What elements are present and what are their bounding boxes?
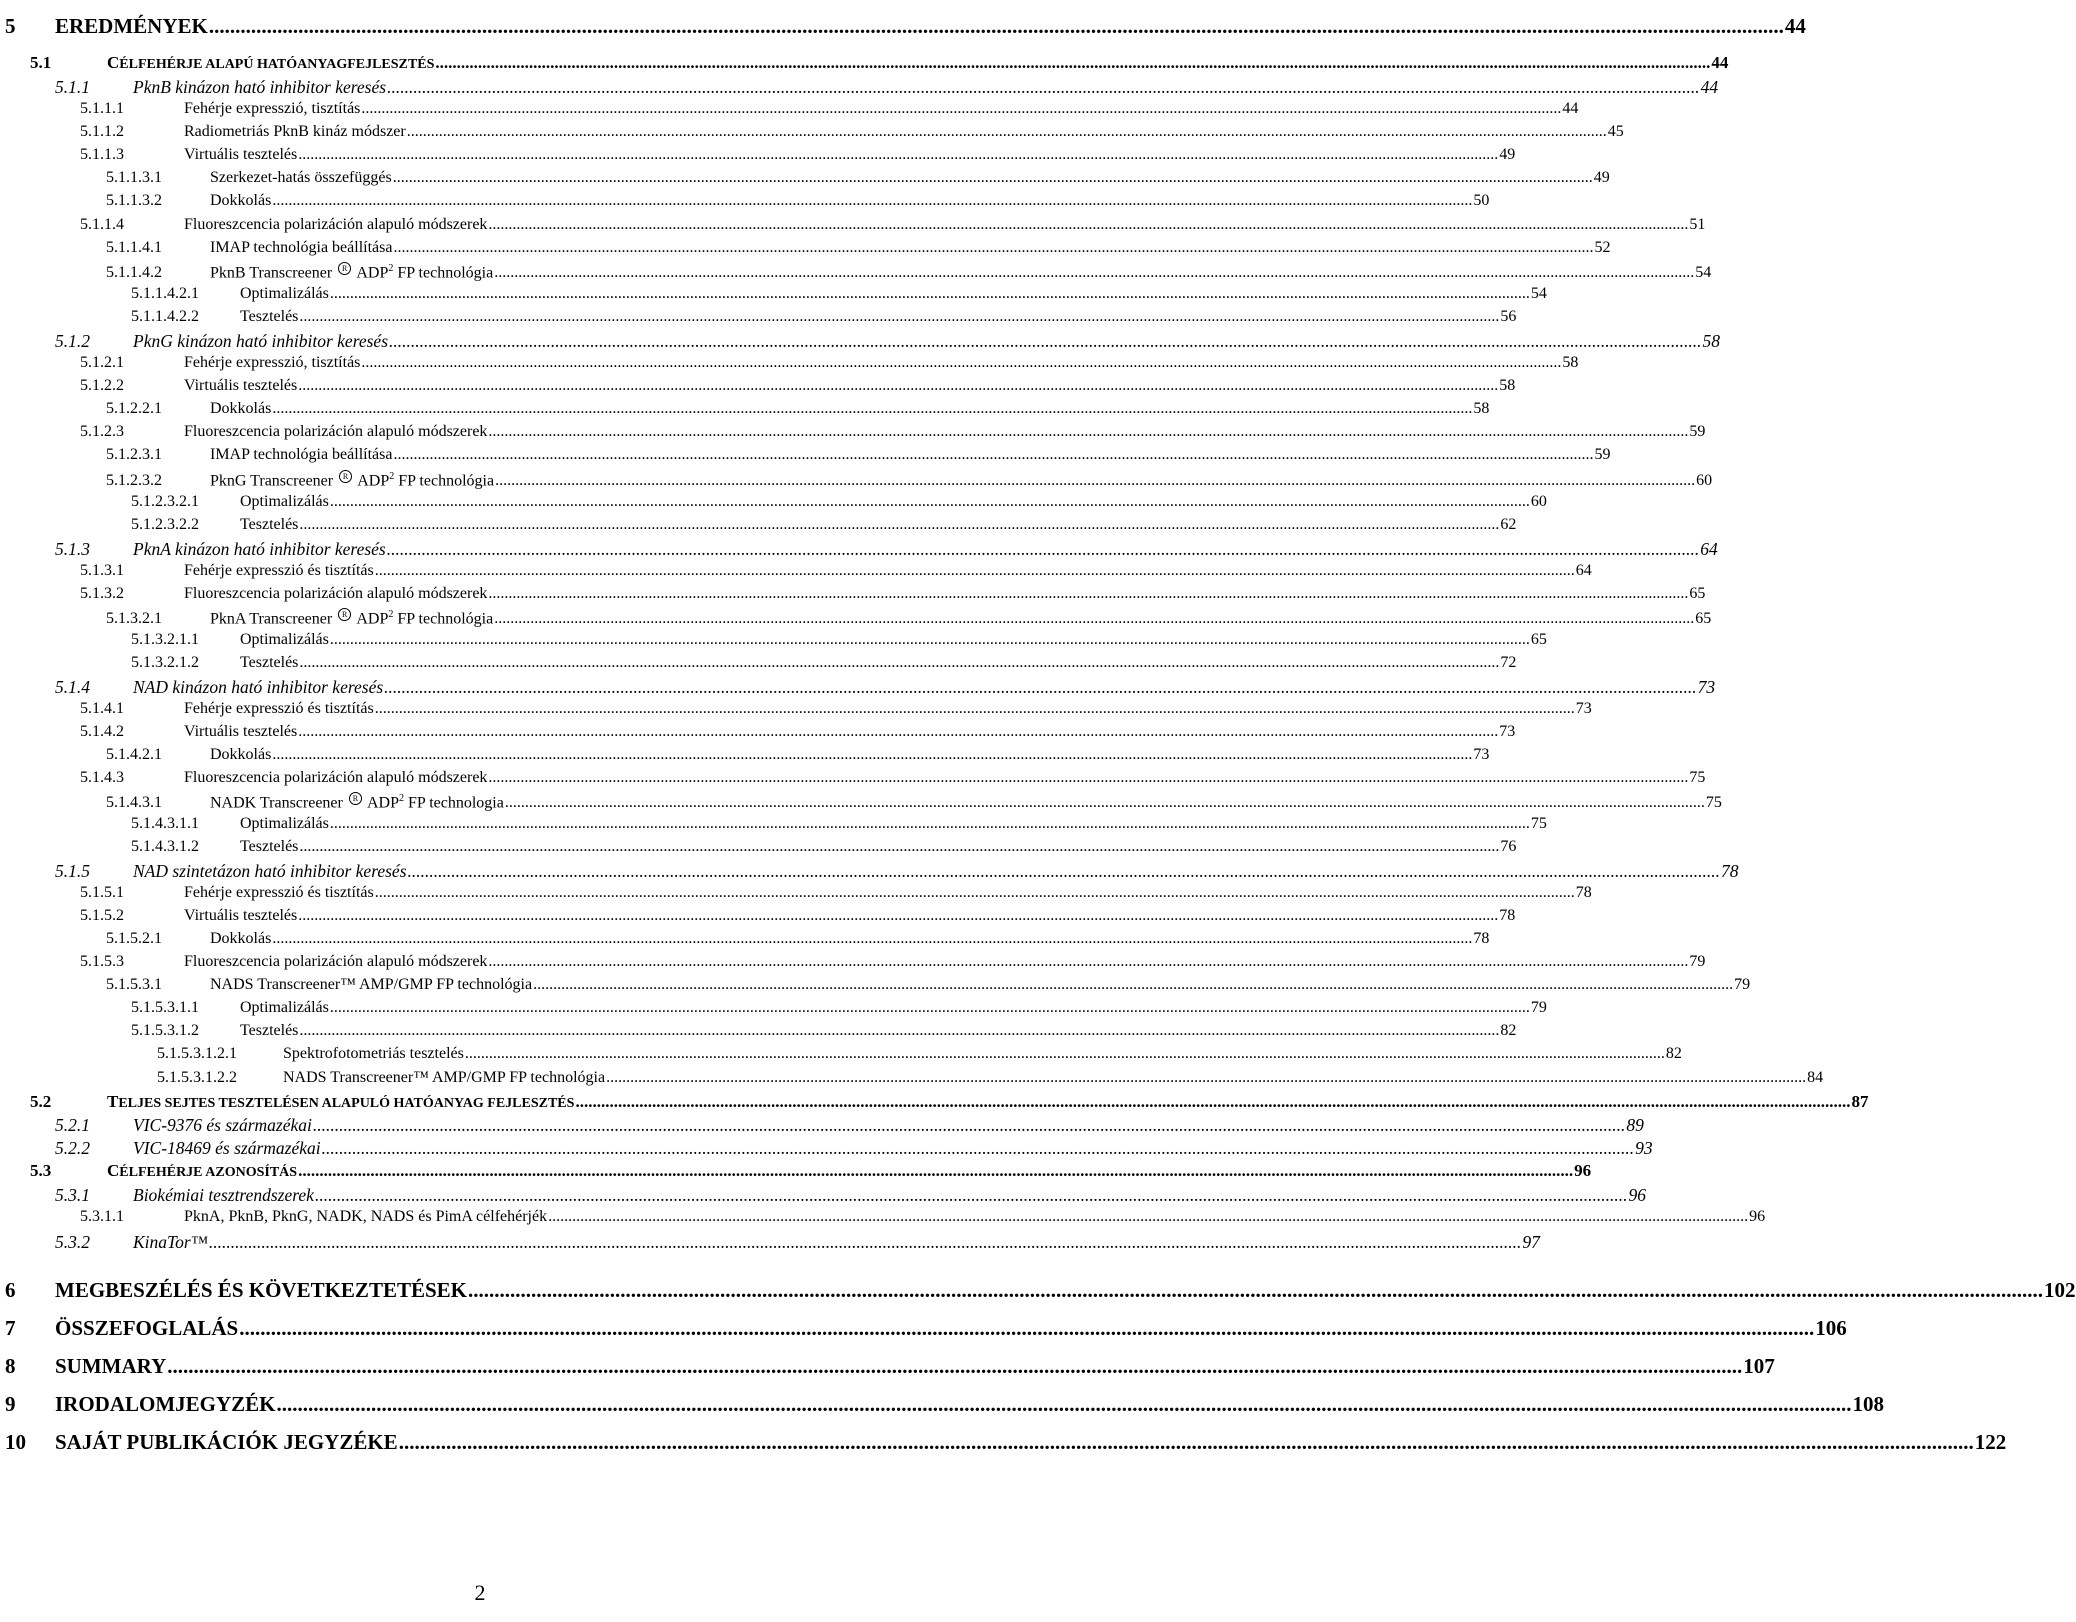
toc-entry[interactable] [80,146,1516,164]
toc-entry-title: NADK Transcreener R ADP$^2$ FP technologia [210,793,504,812]
toc-entry-page: 60 [1530,493,1547,510]
toc-entry[interactable] [80,884,1592,902]
toc-entry-number: 5.1.5.1 [80,884,124,901]
dot-leader: ............................................................................................................................................................................................................................................................................................................ [298,907,1499,924]
toc-entry-page: 44 [1711,53,1729,72]
toc-entry-number: 5.1.3.2.1.2 [131,654,199,671]
dot-leader: ............................................................................................................................................................................................................................................................................................................ [272,930,1473,947]
toc-entry-title: CÉLFEHÉRJE ALAPÚ HATÓANYAGFEJLESZTÉS [107,53,435,72]
toc-entry[interactable] [131,631,1547,649]
dot-leader: ............................................................................................................................................................................................................................................................................................................ [167,1354,1743,1378]
toc-entry[interactable] [131,493,1547,511]
toc-entry[interactable] [106,976,1751,994]
toc-entry-number: 8 [5,1354,16,1378]
dot-leader: ............................................................................................................................................................................................................................................................................................................ [398,1430,1974,1454]
toc-entry-title: Tesztelés [240,1022,299,1039]
toc-entry[interactable] [80,1208,1766,1226]
registered-icon: R [339,470,352,483]
toc-entry[interactable] [131,516,1517,534]
dot-leader: ............................................................................................................................................................................................................................................................................................................ [374,700,1575,717]
toc-entry-page: 54 [1530,285,1547,302]
toc-entry-page: 106 [1815,1316,1847,1340]
toc-entry-page: 82 [1665,1045,1682,1062]
toc-entry-page: 96 [1574,1161,1592,1180]
toc-entry-page: 79 [1734,976,1751,993]
toc-entry-number: 5.1.1.3.2 [106,192,162,209]
dot-leader: ............................................................................................................................................................................................................................................................................................................ [495,472,1696,490]
toc-entry-page: 54 [1695,264,1712,282]
toc-entry[interactable] [80,377,1516,395]
toc-entry-number: 5.1.1.4.1 [106,239,162,256]
toc-entry-page: 45 [1607,123,1624,140]
toc-entry[interactable] [80,216,1706,234]
dot-leader: ............................................................................................................................................................................................................................................................................................................ [435,53,1711,72]
toc-entry-title: Virtuális tesztelés [184,377,298,394]
registered-icon: R [338,608,351,621]
toc-entry-page: 79 [1530,999,1547,1016]
toc-entry-number: 5 [5,14,16,38]
toc-entry-number: 5.1.2.2.1 [106,400,162,417]
toc-entry[interactable] [5,1392,1885,1417]
toc-entry-number: 5.1.4.3.1.1 [131,815,199,832]
toc-entry[interactable] [106,239,1611,257]
toc-entry-number: 5.1.2.3.2 [106,472,162,490]
toc-entry-page: 84 [1807,1069,1824,1086]
dot-leader: ............................................................................................................................................................................................................................................................................................................ [387,77,1700,97]
toc-entry-title: Fehérje expresszió és tisztítás [184,884,374,901]
toc-entry-number: 5.3.1.1 [80,1208,124,1225]
toc-entry-title: CÉLFEHÉRJE AZONOSÍTÁS [107,1161,298,1180]
toc-entry[interactable] [131,1022,1517,1040]
toc-entry-page: 73 [1697,677,1716,697]
toc-entry-number: 5.2.1 [55,1115,90,1135]
toc-entry-title: PknG kinázon ható inhibitor keresés [133,331,389,351]
toc-entry[interactable] [106,792,1722,812]
toc-entry[interactable] [55,677,1716,698]
toc-entry-title: Tesztelés [240,654,299,671]
toc-entry-number: 5.1.1 [55,77,90,97]
dot-leader: ............................................................................................................................................................................................................................................................................................................ [488,953,1689,970]
toc-entry-page: 75 [1705,794,1722,812]
dot-leader: ............................................................................................................................................................................................................................................................................................................ [488,216,1689,233]
toc-entry-title: SAJÁT PUBLIKÁCIÓK JEGYZÉKE [55,1430,398,1454]
toc-entry-title: Virtuális tesztelés [184,146,298,163]
toc-entry-number: 5.1.1.1 [80,100,124,117]
dot-leader: ............................................................................................................................................................................................................................................................................................................ [298,377,1499,394]
dot-leader: ............................................................................................................................................................................................................................................................................................................ [361,354,1562,371]
toc-entry-title: ÖSSZEFOGLALÁS [55,1316,239,1340]
toc-entry[interactable] [80,562,1592,580]
toc-entry-title: IMAP technológia beállítása [210,239,393,256]
registered-icon: R [338,262,351,275]
toc-entry-number: 9 [5,1392,16,1416]
toc-entry-page: 122 [1974,1430,2007,1454]
toc-entry-title: PknA Transcreener R ADP$^2$ FP technológia [210,609,494,628]
dot-leader: ............................................................................................................................................................................................................................................................................................................ [298,1161,1574,1180]
dot-leader: ............................................................................................................................................................................................................................................................................................................ [299,654,1500,671]
toc-entry-title: Radiometriás PknB kináz módszer [184,123,406,140]
toc-entry-title: Fehérje expresszió és tisztítás [184,700,374,717]
toc-entry[interactable] [106,746,1490,764]
dot-leader: ............................................................................................................................................................................................................................................................................................................ [314,1185,1628,1205]
toc-entry[interactable] [106,169,1610,187]
toc-entry[interactable] [80,123,1624,141]
toc-entry[interactable] [55,77,1719,98]
dot-leader: ............................................................................................................................................................................................................................................................................................................ [488,423,1689,440]
toc-entry-number: 5.1.5.3.1 [106,976,162,993]
toc-entry-page: 78 [1575,884,1592,901]
toc-entry-title: Biokémiai tesztrendszerek [133,1185,314,1205]
toc-entry-title: Fluoreszcencia polarizáción alapuló módszerek [184,216,488,233]
toc-entry-page: 50 [1473,192,1490,209]
toc-entry-title: PknA kinázon ható inhibitor keresés [133,539,386,559]
toc-entry-number: 5.1.5.2.1 [106,930,162,947]
dot-leader: ............................................................................................................................................................................................................................................................................................................ [298,723,1499,740]
toc-entry[interactable] [80,769,1706,787]
toc-entry-number: 5.1.4 [55,677,90,697]
toc-entry[interactable] [55,1232,1540,1253]
toc-entry-title: Fehérje expresszió, tisztítás [184,100,361,117]
toc-entry-number: 7 [5,1316,16,1340]
toc-entry-number: 5.1.1.4.2.2 [131,308,199,325]
toc-entry-title: Dokkolás [210,400,272,417]
toc-entry-number: 5.1.3.1 [80,562,124,579]
toc-entry[interactable] [5,14,1806,39]
toc-entry-title: VIC-18469 és származékai [133,1138,321,1158]
toc-entry-title: Optimalizálás [240,631,329,648]
toc-entry-number: 5.1.4.2 [80,723,124,740]
dot-leader: ............................................................................................................................................................................................................................................................................................................ [298,146,1499,163]
toc-entry[interactable] [106,470,1713,490]
toc-entry[interactable] [55,861,1739,882]
toc-entry-page: 75 [1530,815,1547,832]
toc-entry-title: Dokkolás [210,930,272,947]
registered-icon: R [349,792,362,805]
toc-entry-page: 102 [2044,1278,2076,1302]
toc-entry-page: 64 [1575,562,1592,579]
toc-entry[interactable] [131,999,1547,1017]
dot-leader: ............................................................................................................................................................................................................................................................................................................ [548,1208,1749,1225]
toc-entry-number: 5.1.2.2 [80,377,124,394]
dot-leader: ............................................................................................................................................................................................................................................................................................................ [575,1092,1851,1111]
toc-entry[interactable] [55,1115,1644,1136]
toc-entry-number: 5.1.2.3 [80,423,124,440]
dot-leader: ............................................................................................................................................................................................................................................................................................................ [299,308,1500,325]
dot-leader: ............................................................................................................................................................................................................................................................................................................ [494,264,1695,282]
toc-entry-number: 5.1.1.4 [80,216,124,233]
toc-entry[interactable] [5,1354,1775,1379]
dot-leader: ............................................................................................................................................................................................................................................................................................................ [504,794,1705,812]
toc-entry-number: 5.3.2 [55,1232,90,1252]
toc-entry-page: 44 [1562,100,1579,117]
toc-entry-number: 5.1.3.2.1 [106,610,162,628]
toc-entry-title: Fluoreszcencia polarizáción alapuló módszerek [184,423,488,440]
toc-entry-page: 44 [1784,14,1806,38]
toc-entry-title: PknA, PknB, PknG, NADK, NADS és PimA célfehérjék [184,1208,548,1225]
toc-entry-page: 56 [1500,308,1517,325]
dot-leader: ............................................................................................................................................................................................................................................................................................................ [488,769,1689,786]
dot-leader: ............................................................................................................................................................................................................................................................................................................ [374,884,1575,901]
toc-entry[interactable] [80,100,1579,118]
toc-entry-title: Optimalizálás [240,493,329,510]
toc-entry-page: 73 [1575,700,1592,717]
toc-entry[interactable] [5,1430,2007,1455]
toc-entry[interactable] [106,262,1712,282]
toc-entry-page: 78 [1473,930,1490,947]
toc-entry-title: VIC-9376 és származékai [133,1115,312,1135]
toc-entry-number: 5.1.4.3.1.2 [131,838,199,855]
toc-entry-number: 5.1.1.4.2 [106,264,162,282]
toc-entry-page: 73 [1473,746,1490,763]
toc-entry-page: 49 [1499,146,1516,163]
toc-entry-number: 5.1.5.2 [80,907,124,924]
toc-entry-number: 5.1.2.3.1 [106,446,162,463]
dot-leader: ............................................................................................................................................................................................................................................................................................................ [406,123,1607,140]
toc-entry-title: PknB Transcreener R ADP$^2$ FP technológia [210,263,494,282]
dot-leader: ............................................................................................................................................................................................................................................................................................................ [533,976,1734,993]
dot-leader: ............................................................................................................................................................................................................................................................................................................ [464,1045,1665,1062]
toc-entry[interactable] [131,838,1517,856]
toc-entry-title: Optimalizálás [240,999,329,1016]
toc-entry-number: 5.1.5.3.1.2.2 [157,1069,237,1086]
toc-entry[interactable] [106,400,1490,418]
toc-entry-number: 5.1.5.3.1.2.1 [157,1045,237,1062]
toc-entry-title: Dokkolás [210,192,272,209]
toc-entry-page: 62 [1500,516,1517,533]
toc-entry-number: 5.1.5.3.1.1 [131,999,199,1016]
toc-entry-page: 65 [1695,610,1712,628]
dot-leader: ............................................................................................................................................................................................................................................................................................................ [299,1022,1500,1039]
dot-leader: ............................................................................................................................................................................................................................................................................................................ [606,1069,1807,1086]
toc-entry-number: 5.1.1.4.2.1 [131,285,199,302]
toc-entry-number: 5.1.4.3.1 [106,794,162,812]
toc-entry-page: 97 [1522,1232,1540,1252]
dot-leader: ............................................................................................................................................................................................................................................................................................................ [239,1316,1815,1340]
toc-entry-title: NAD kinázon ható inhibitor keresés [133,677,384,697]
toc-entry-page: 72 [1500,654,1517,671]
toc-entry-number: 5.2.2 [55,1138,90,1158]
toc-entry[interactable] [30,1092,1869,1112]
dot-leader: ............................................................................................................................................................................................................................................................................................................ [312,1115,1626,1135]
toc-entry-number: 5.1.4.2.1 [106,746,162,763]
toc-entry-title: Optimalizálás [240,815,329,832]
toc-entry[interactable] [80,585,1706,603]
toc-entry-number: 5.1.4.1 [80,700,124,717]
toc-entry[interactable] [55,539,1718,560]
dot-leader: ............................................................................................................................................................................................................................................................................................................ [329,493,1530,510]
dot-leader: ............................................................................................................................................................................................................................................................................................................ [272,192,1473,209]
toc-entry-title: MEGBESZÉLÉS ÉS KÖVETKEZTETÉSEK [55,1278,467,1302]
toc-entry-page: 44 [1700,77,1719,97]
dot-leader: ............................................................................................................................................................................................................................................................................................................ [494,610,1695,628]
toc-entry-number: 5.1.4.3 [80,769,124,786]
toc-entry-title: EREDMÉNYEK [55,14,208,38]
toc-entry[interactable] [106,930,1490,948]
toc-entry-number: 5.3.1 [55,1185,90,1205]
toc-entry[interactable] [131,815,1547,833]
toc-entry-number: 5.1.3 [55,539,90,559]
toc-entry[interactable] [80,953,1706,971]
toc-entry-title: NAD szintetázon ható inhibitor keresés [133,861,407,881]
toc-entry-page: 75 [1689,769,1706,786]
toc-entry-number: 5.1.2.3.2.2 [131,516,199,533]
dot-leader: ............................................................................................................................................................................................................................................................................................................ [407,861,1721,881]
page-number: 2 [474,1580,486,1605]
toc-entry-page: 58 [1562,354,1579,371]
toc-entry-title: Virtuális tesztelés [184,723,298,740]
toc-entry-page: 107 [1743,1354,1775,1378]
dot-leader: ............................................................................................................................................................................................................................................................................................................ [468,1278,2043,1302]
toc-entry-page: 93 [1635,1138,1653,1158]
toc-entry-number: 5.1.5.3 [80,953,124,970]
toc-entry-title: KinaTor™ [133,1232,208,1252]
toc-entry-page: 78 [1499,907,1516,924]
toc-entry-title: Szerkezet-hatás összefüggés [210,169,392,186]
dot-leader: ............................................................................................................................................................................................................................................................................................................ [329,815,1530,832]
toc-entry-number: 5.1 [30,53,52,72]
dot-leader: ............................................................................................................................................................................................................................................................................................................ [299,838,1500,855]
toc-entry[interactable] [55,1185,1646,1206]
toc-entry-page: 82 [1500,1022,1517,1039]
toc-entry-title: PknB kinázon ható inhibitor keresés [133,77,387,97]
toc-entry-title: Dokkolás [210,746,272,763]
toc-entry-title: Optimalizálás [240,285,329,302]
toc-entry-page: 73 [1499,723,1516,740]
dot-leader: ............................................................................................................................................................................................................................................................................................................ [386,539,1700,559]
toc-entry-number: 5.1.2.3.2.1 [131,493,199,510]
toc-entry-number: 5.1.5 [55,861,90,881]
dot-leader: ............................................................................................................................................................................................................................................................................................................ [321,1138,1635,1158]
dot-leader: ............................................................................................................................................................................................................................................................................................................ [329,999,1530,1016]
dot-leader: ............................................................................................................................................................................................................................................................................................................ [389,331,1702,351]
toc-entry-page: 96 [1749,1208,1766,1225]
toc-entry-number: 5.1.3.2.1.1 [131,631,199,648]
dot-leader: ............................................................................................................................................................................................................................................................................................................ [393,446,1594,463]
toc-entry-title: IRODALOMJEGYZÉK [55,1392,276,1416]
toc-entry-page: 49 [1593,169,1610,186]
toc-entry-number: 5.1.1.3 [80,146,124,163]
toc-entry-title: Virtuális tesztelés [184,907,298,924]
toc-entry[interactable] [131,654,1517,672]
toc-entry-number: 5.1.2 [55,331,90,351]
toc-entry-page: 65 [1530,631,1547,648]
toc-entry-page: 60 [1696,472,1713,490]
toc-entry-number: 5.1.3.2 [80,585,124,602]
toc-entry[interactable] [157,1069,1824,1087]
dot-leader: ............................................................................................................................................................................................................................................................................................................ [361,100,1562,117]
dot-leader: ............................................................................................................................................................................................................................................................................................................ [393,239,1594,256]
toc-entry[interactable] [5,1278,2076,1303]
toc-entry-title: Fehérje expresszió és tisztítás [184,562,374,579]
toc-entry-title: SUMMARY [55,1354,167,1378]
toc-entry-number: 5.1.2.1 [80,354,124,371]
toc-entry[interactable] [80,700,1592,718]
toc-entry-title: Tesztelés [240,838,299,855]
toc-entry-number: 5.2 [30,1092,52,1111]
toc-entry-page: 51 [1689,216,1706,233]
toc-entry-title: Tesztelés [240,308,299,325]
toc-entry[interactable] [157,1045,1682,1063]
toc-entry[interactable] [106,608,1712,628]
toc-entry-number: 5.1.1.2 [80,123,124,140]
toc-entry[interactable] [106,192,1490,210]
dot-leader: ............................................................................................................................................................................................................................................................................................................ [488,585,1689,602]
toc-entry[interactable] [5,1316,1847,1341]
toc-entry-number: 5.1.1.3.1 [106,169,162,186]
toc-entry[interactable] [80,723,1516,741]
toc-entry-title: NADS Transcreener™ AMP/GMP FP technológia [210,976,533,993]
toc-entry[interactable] [80,354,1579,372]
toc-entry-page: 96 [1628,1185,1646,1205]
toc-entry-title: IMAP technológia beállítása [210,446,393,463]
dot-leader: ............................................................................................................................................................................................................................................................................................................ [374,562,1575,579]
toc-entry-number: 6 [5,1278,16,1302]
toc-entry[interactable] [80,907,1516,925]
toc-entry-title: PknG Transcreener R ADP$^2$ FP technológia [210,471,495,490]
toc-entry-title: NADS Transcreener™ AMP/GMP FP technológia [283,1069,606,1086]
toc-entry[interactable] [80,423,1706,441]
toc-entry-page: 78 [1721,861,1739,881]
toc-entry-page: 65 [1689,585,1706,602]
dot-leader: ............................................................................................................................................................................................................................................................................................................ [299,516,1500,533]
toc-entry-number: 5.3 [30,1161,52,1180]
toc-entry-page: 64 [1700,539,1718,559]
dot-leader: ............................................................................................................................................................................................................................................................................................................ [272,400,1473,417]
toc-entry-page: 79 [1689,953,1706,970]
toc-entry[interactable] [106,446,1611,464]
dot-leader: ............................................................................................................................................................................................................................................................................................................ [272,746,1473,763]
toc-entry-page: 108 [1852,1392,1885,1416]
toc-entry-page: 87 [1851,1092,1869,1111]
toc-entry-page: 58 [1702,331,1721,351]
toc-entry-title: Fluoreszcencia polarizáción alapuló módszerek [184,953,488,970]
toc-entry-page: 59 [1689,423,1706,440]
dot-leader: ............................................................................................................................................................................................................................................................................................................ [208,14,1784,38]
toc-entry-page: 58 [1499,377,1516,394]
dot-leader: ............................................................................................................................................................................................................................................................................................................ [329,631,1530,648]
toc-entry-title: TELJES SEJTES TESZTELÉSEN ALAPULÓ HATÓANYAG FEJLESZTÉS [107,1092,575,1111]
toc-entry[interactable] [55,331,1721,352]
toc-entry[interactable] [131,285,1547,303]
toc-entry-title: Fluoreszcencia polarizáción alapuló módszerek [184,585,488,602]
dot-leader: ............................................................................................................................................................................................................................................................................................................ [208,1232,1522,1252]
toc-entry-page: 76 [1500,838,1517,855]
toc-entry[interactable] [55,1138,1653,1159]
toc-entry-number: 10 [5,1430,26,1454]
toc-entry-title: Fehérje expresszió, tisztítás [184,354,361,371]
toc-entry-page: 58 [1473,400,1490,417]
toc-entry-number: 5.1.5.3.1.2 [131,1022,199,1039]
toc-entry-page: 59 [1594,446,1611,463]
toc-entry-page: 52 [1594,239,1611,256]
toc-entry-title: Spektrofotometriás tesztelés [283,1045,464,1062]
dot-leader: ............................................................................................................................................................................................................................................................................................................ [276,1392,1852,1416]
dot-leader: ............................................................................................................................................................................................................................................................................................................ [392,169,1593,186]
toc-entry-page: 89 [1626,1115,1644,1135]
dot-leader: ............................................................................................................................................................................................................................................................................................................ [384,677,1697,697]
dot-leader: ............................................................................................................................................................................................................................................................................................................ [329,285,1530,302]
toc-entry[interactable] [131,308,1517,326]
toc-entry[interactable] [30,53,1729,73]
toc-entry-title: Tesztelés [240,516,299,533]
toc-entry[interactable] [30,1161,1592,1181]
toc-entry-title: Fluoreszcencia polarizáción alapuló módszerek [184,769,488,786]
